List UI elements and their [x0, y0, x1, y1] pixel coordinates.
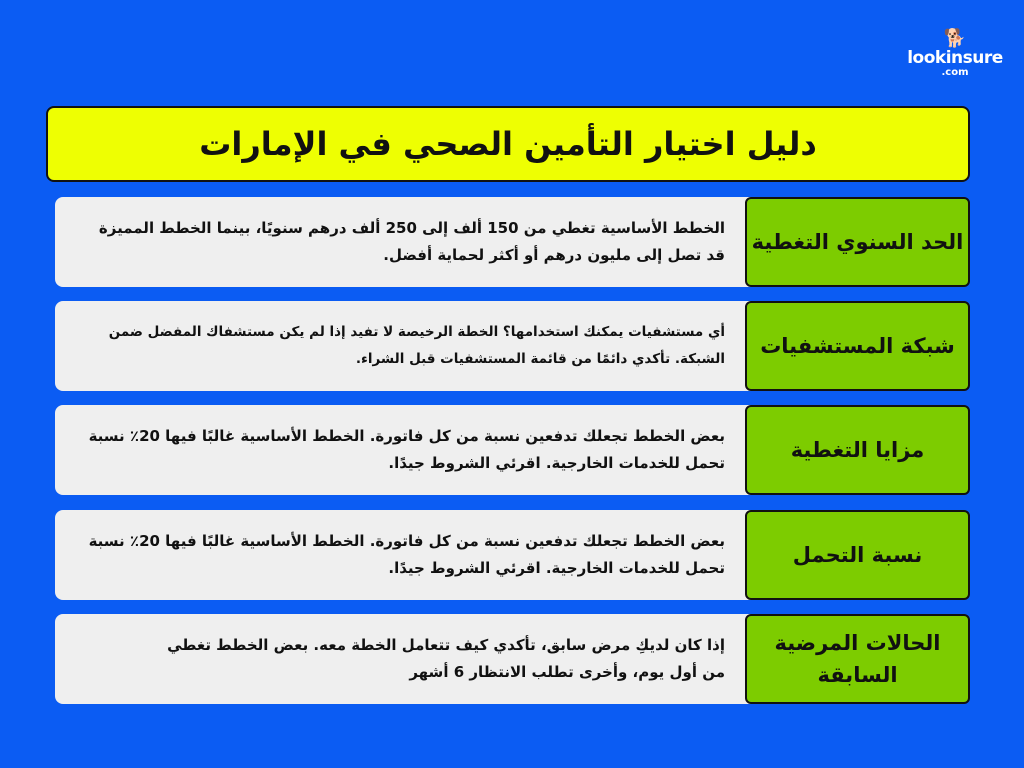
guide-row [55, 197, 968, 287]
brand-name: lookinsure [907, 48, 1003, 68]
row-description: بعض الخطط تجعلك تدفعين نسبة من كل فاتورة. الخطط الأساسية غالبًا فيها 20٪ نسبة تحمل للخدمات الخارجية. اقرئي الشروط جيدًا. [55, 405, 955, 495]
guide-row [55, 301, 968, 391]
row-label: الحد السنوي التغطية [745, 197, 970, 287]
brand-domain: .com [941, 67, 969, 78]
guide-row [55, 510, 968, 600]
dog-icon: 🐕 [943, 28, 967, 49]
guide-row [55, 405, 968, 495]
row-label: نسبة التحمل [745, 510, 970, 600]
guide-row [55, 614, 968, 704]
row-label: مزايا التغطية [745, 405, 970, 495]
row-description: الخطط الأساسية تغطي من 150 ألف إلى 250 ألف درهم سنويًا، بينما الخطط المميزة قد تصل إلى مليون درهم أو أكثر لحماية أفضل. [55, 197, 955, 287]
page-title: دليل اختيار التأمين الصحي في الإمارات [46, 106, 970, 182]
row-description: أي مستشفيات يمكنك استخدامها؟ الخطة الرخيصة لا تفيد إذا لم يكن مستشفاك المفضل ضمن الشبكة. تأكدي دائمًا من قائمة المستشفيات قبل الشراء. [55, 301, 955, 391]
row-label: شبكة المستشفيات [745, 301, 970, 391]
row-description: بعض الخطط تجعلك تدفعين نسبة من كل فاتورة. الخطط الأساسية غالبًا فيها 20٪ نسبة تحمل للخدمات الخارجية. اقرئي الشروط جيدًا. [55, 510, 955, 600]
row-label: الحالات المرضية السابقة [745, 614, 970, 704]
row-description: إذا كان لديكِ مرض سابق، تأكدي كيف تتعامل الخطة معه. بعض الخطط تغطي من أول يوم، وأخرى تطلب الانتظار 6 أشهر [55, 614, 955, 704]
brand-logo [905, 30, 1005, 78]
